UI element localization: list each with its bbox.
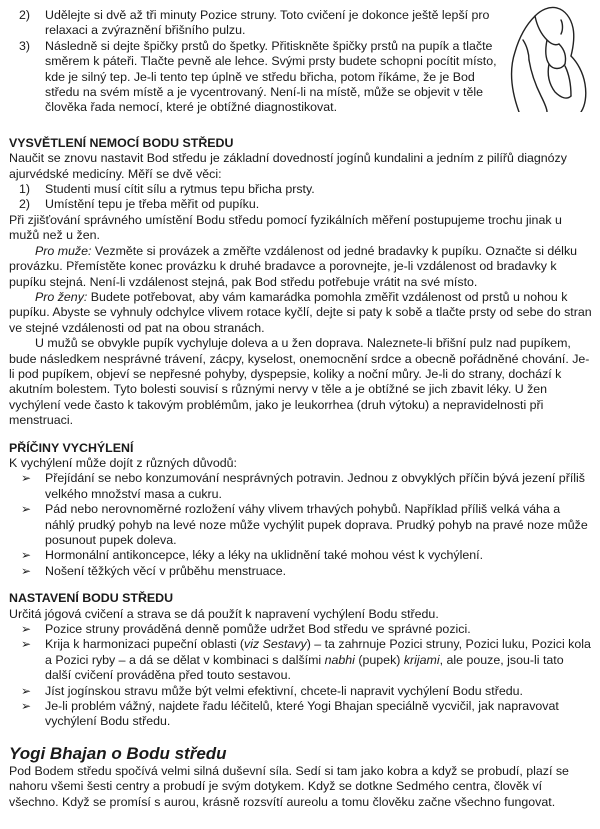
paragraph: K vychýlení může dojít z různých důvodů: bbox=[9, 455, 237, 470]
list-item-text: Následně si dejte špičky prstů do špetky. Přitiskněte špičky prstů na pupík a tlačte směrem k páteři. Tlačte pevně ale lehce. Svými prsty budete schopni pocítit místo, kde je silný tep. Je-li tento tep úplně ve středu břicha, potom říkáme, že je Bod středu na svém místě a je vycentrovaný. Není-li na místě, může se objevit v těle člověka řada nemocí, které je obtížné diagnostikovat. bbox=[45, 38, 497, 115]
section-setting bbox=[9, 591, 593, 730]
list-item-text: Hormonální antikoncepce, léky a léky na uklidnění také mohou vést k vychýlení. bbox=[45, 548, 484, 563]
list-number: 2) bbox=[19, 197, 31, 212]
text-run: , ale pouze, jsou-li tato další cvičení prováděna před touto sestavou. bbox=[45, 652, 564, 683]
list-item bbox=[9, 39, 593, 116]
list-item bbox=[9, 8, 593, 39]
list-item bbox=[9, 548, 593, 563]
arrow-bullet-icon: ➢ bbox=[21, 637, 32, 652]
paragraph-women bbox=[9, 290, 593, 336]
list-item-text: Nošení těžkých věcí v průběhu menstruace. bbox=[45, 563, 287, 578]
paragraph-men bbox=[9, 244, 593, 290]
list-item-text: Jíst jogínskou stravu může být velmi efektivní, chcete-li napravit vychýlení Bodu středu. bbox=[45, 683, 523, 698]
list-item bbox=[9, 564, 593, 579]
arrow-bullet-icon: ➢ bbox=[21, 563, 32, 578]
arrow-bullet-icon: ➢ bbox=[21, 683, 32, 698]
section-heading: Yogi Bhajan o Bodu středu bbox=[9, 743, 227, 763]
arrow-bullet-icon: ➢ bbox=[21, 699, 32, 714]
list-number: 1) bbox=[19, 182, 31, 197]
section-heading: VYSVĚTLENÍ NEMOCÍ BODU STŘEDU bbox=[9, 135, 234, 150]
document-page bbox=[9, 8, 593, 810]
list-item-text: Pád nebo nerovnoměrné rozložení váhy vlivem trhavých pohybů. Například příliš velká váha a náhlý prudký pohyb na levé noze může vychýlit pupek doprava. Prudký pohyb na pravé noze může posunout pupek doleva. bbox=[45, 502, 588, 547]
list-item bbox=[9, 471, 593, 502]
setting-list bbox=[9, 622, 593, 730]
list-item-text: Studenti musí cítit sílu a rytmus tepu břicha prsty. bbox=[45, 182, 315, 197]
list-item-text: Je-li problém vážný, najdete řadu léčitelů, které Yogi Bhajan speciálně vycvičil, jak napravovat vychýlení Bodu středu. bbox=[45, 699, 559, 729]
list-number: 3) bbox=[19, 38, 31, 53]
paragraph: Naučit se znovu nastavit Bod středu je základní dovedností jogínů kundalini a jedním z pilířů diagnózy ajurvédské medicíny. Měří se dvě věci: bbox=[9, 151, 567, 181]
top-numbered-list bbox=[9, 8, 593, 116]
paragraph: Určitá jógová cvičení a strava se dá použít k napravení vychýlení Bodu středu. bbox=[9, 606, 439, 621]
list-item bbox=[9, 637, 593, 683]
arrow-bullet-icon: ➢ bbox=[21, 548, 32, 563]
section-explanation bbox=[9, 136, 593, 429]
list-item-text: Udělejte si dvě až tři minuty Pozice struny. Toto cvičení je dokonce ještě lepší pro relaxaci a zvýraznění břišního pulzu. bbox=[45, 8, 490, 38]
list-item bbox=[9, 684, 593, 699]
section-heading: NASTAVENÍ BODU STŘEDU bbox=[9, 591, 174, 606]
list-item-text: Umístění tepu je třeba měřit od pupíku. bbox=[45, 197, 260, 212]
men-text: Vezměte si provázek a změřte vzdálenost od jedné bradavky k pupíku. Označte si délku provázku. Přemístěte konec provázku k druhé bradavce a porovnejte, je-li vzdálenost od bradavky k pupíku stejná. Není-li vzdálenost stejná, pak Bod středu potřebuje vrátit na své místo. bbox=[9, 243, 578, 289]
section-heading: PŘÍČINY VYCHÝLENÍ bbox=[9, 440, 134, 455]
list-item-text bbox=[45, 637, 591, 682]
arrow-bullet-icon: ➢ bbox=[21, 471, 32, 486]
section-yogi-bhajan bbox=[9, 744, 593, 810]
list-number: 2) bbox=[19, 8, 31, 22]
women-text: Budete potřebovat, aby vám kamarádka pomohla změřit vzdálenost od prstů u nohou k pupíku. Abyste se vyhnuly odchylce vlivem rotace kyčlí, dejte si paty k sobě a tlačte prsty od sebe do stran ve stejné vzdálenosti od pat na obou stranách. bbox=[9, 289, 592, 335]
list-item bbox=[9, 182, 593, 197]
causes-list bbox=[9, 471, 593, 579]
men-label: Pro muže: bbox=[35, 243, 92, 258]
section-causes bbox=[9, 441, 593, 580]
list-item bbox=[9, 502, 593, 548]
list-item bbox=[9, 197, 593, 212]
women-label: Pro ženy: bbox=[35, 289, 88, 304]
text-run-italic: krijami bbox=[403, 652, 440, 667]
list-item-text: Pozice struny prováděná denně pomůže udržet Bod středu ve správné pozici. bbox=[45, 622, 471, 637]
arrow-bullet-icon: ➢ bbox=[21, 502, 32, 517]
text-run: Krija k harmonizaci pupeční oblasti ( bbox=[45, 637, 245, 652]
text-run: (pupek) bbox=[354, 652, 404, 667]
arrow-bullet-icon: ➢ bbox=[21, 622, 32, 637]
list-item-text: Přejídání se nebo konzumování nesprávných potravin. Jednou z obvyklých příčin bývá jezení příliš velkého množství masa a cukru. bbox=[45, 471, 585, 501]
measure-list bbox=[9, 182, 593, 213]
text-run: ) – ta zahrnuje Pozici struny, Pozici luku, Pozici kola a Pozici ryby – a dá se dělat v kombinaci s dalšími bbox=[45, 637, 591, 667]
paragraph: Při zjišťování správného umístění Bodu středu pomocí fyzikálních měření postupujeme trochu jinak u mužů než u žen. bbox=[9, 212, 562, 243]
text-run-italic: nabhi bbox=[324, 652, 355, 667]
list-item bbox=[9, 699, 593, 730]
text-run-italic: viz Sestavy bbox=[244, 637, 307, 652]
list-item bbox=[9, 622, 593, 637]
paragraph: Pod Bodem středu spočívá velmi silná duševní síla. Sedí si tam jako kobra a když se probudí, plazí se nahoru všemi šesti centry a probudí je svým dotykem. Když se dotkne Sedmého centra, člověk ví všechno. Když se promísí s aurou, krásně rozsvítí aureolu a tomu člověku začne všechno fungovat. bbox=[9, 763, 569, 809]
paragraph: U mužů se obvykle pupík vychyluje doleva a u žen doprava. Naleznete-li břišní pulz nad pupíkem, bude následkem nesprávné trávení, zácpy, kyselost, onemocnění srdce a obecně pořádněné chování. Je-li pod pupíkem, objeví se nepřesné pohyby, dyspepsie, koliky a noční můry. Je-li do strany, dochází k akutním bolestem. Tyto bolesti souvisí s různými nervy v těle a je obtížné se jich zbavit léky. U žen vychýlení vede často k takovým problémům, jako je leukorrhea (druh výtoku) a nepravidelnosti při menstruaci. bbox=[9, 336, 590, 428]
